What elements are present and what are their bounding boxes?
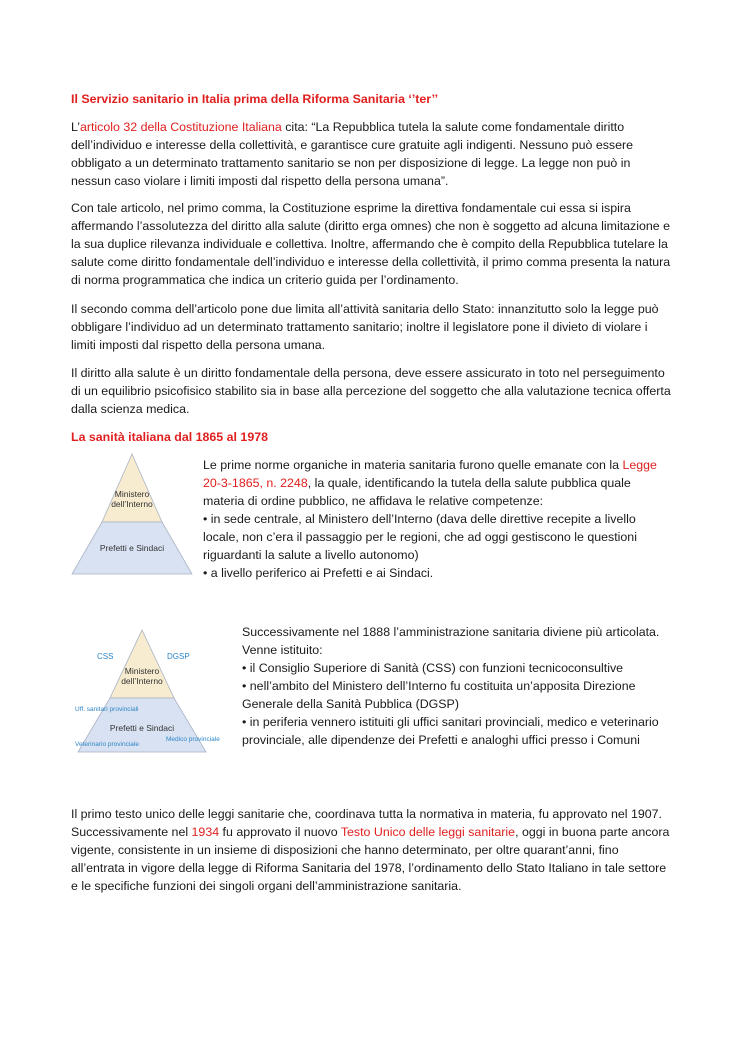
section-heading-intro: Il Servizio sanitario in Italia prima della Riforma Sanitaria ‘’ter’’ [71,92,439,106]
bullet-peripheral: • a livello periferico ai Prefetti e ai Sindaci. [203,566,434,580]
pyramid-diagram-1888 [71,622,231,758]
paragraph-right-to-health: Il diritto alla salute è un diritto fondamentale della persona, deve essere assicurato in toto nel perseguimento di un equilibrio psicofisico stabilito sia in base alla percezione del soggetto che alla valutazione tecnica offerta dalla scienza medica. [71,366,671,416]
css-label: CSS [97,652,114,661]
paragraph-law-1865 [203,456,673,582]
testo-unico-link[interactable]: Testo Unico delle leggi sanitarie [340,825,516,839]
paragraph-testo-unico [71,805,675,895]
text: , la quale, identificando la tutela della salute pubblica quale materia di ordine pubblico, ne affidava le relative competenze: [203,476,631,508]
text: , oggi in buona parte ancora vigente, consistente in un insieme di disposizioni che hanno determinato, per oltre quarant’anni, fino all’entrata in vigore della legge di Riforma Sanitaria del 1978, l’ordinamento dello Stato Italiano in tale settore e le specifiche funzioni dei singoli organi dell’amministrazione sanitaria. [71,825,670,893]
pyramid-top-label-line2: dell’Interno [121,676,163,686]
year-1934: 1934 [191,825,220,839]
text: cita: “La Repubblica tutela la salute come fondamentale diritto dell’individuo e interesse della collettività, e garantisce cure gratuite agli indigenti. Nessuno può essere obbligato a un determinato trattamento sanitario se non per disposizione di legge. La legge non può in nessun caso violare i limiti imposti dal rispetto della persona umana”. [71,120,634,188]
veterinario-provinciale-label: Veterinario provinciale [75,741,139,748]
pyramid-top-level [110,630,174,698]
text: fu approvato il nuovo [219,825,341,839]
uff-sanitari-label: Uff. sanitari provinciali [75,706,139,713]
pyramid-diagram-1865 [70,452,194,578]
law-1865-link[interactable]: Legge 20-3-1865, n. 2248 [203,458,657,490]
article-32-link[interactable]: articolo 32 della Costituzione Italiana [79,120,282,134]
pyramid-top-label-line2: dell’Interno [111,499,153,509]
pyramid-bottom-label: Prefetti e Sindaci [99,543,165,553]
paragraph-second-comma: Il secondo comma dell’articolo pone due limita all’attività sanitaria dello Stato: innanzitutto solo la legge può obbligare l’individuo ad un determinato trattamento sanitario; inoltre il legislatore pone il divieto di violare i limiti imposti dal rispetto della persona umana. [71,302,659,352]
bullet-periphery: • in periferia vennero istituiti gli uffici sanitari provinciali, medico e veterinario provinciale, alle dipendenze dei Prefetti e analoghi uffici presso i Comuni [242,715,659,747]
text: Successivamente nel 1888 l’amministrazione sanitaria diviene più articolata. Venne istituito: [242,625,660,657]
text: L’ [71,120,80,134]
bullet-dgsp: • nell’ambito del Ministero dell’Interno fu costituita un’apposita Direzione Generale della Sanità Pubblica (DGSP) [242,679,636,711]
bullet-central: • in sede centrale, al Ministero dell’Interno (dava delle direttive recepite a livello locale, non c’era il passaggio per le regioni, che ad oggi gestiscono le questioni riguardanti la salute a livello autonomo) [203,512,637,562]
medico-provinciale-label: Medico provinciale [166,736,220,743]
pyramid-top-level [102,454,162,522]
paragraph-1888 [242,623,677,749]
pyramid-top-label-line1: Ministero [114,489,150,499]
pyramid-top-label-line1: Ministero [124,666,160,676]
section-heading-1865-1978: La sanità italiana dal 1865 al 1978 [71,430,268,444]
pyramid-bottom-label: Prefetti e Sindaci [109,723,175,733]
text: Le prime norme organiche in materia sanitaria furono quelle emanate con la [203,458,623,472]
paragraph-first-comma: Con tale articolo, nel primo comma, la Costituzione esprime la direttiva fondamentale cui essa si ispira affermando l’assolutezza del diritto alla salute (diritto erga omnes) che non è soggetto ad alcuna limitazione e la sua duplice rilevanza individuale e collettiva. Inoltre, affermando che è compito della Repubblica tutelare la salute come diritto fondamentale dell’individuo e interesse della collettività, il primo comma presenta la natura di norma programmatica che indica un criterio guida per l’ordinamento. [71,201,671,287]
dgsp-label: DGSP [167,652,190,661]
paragraph-article-32 [71,118,673,190]
bullet-css: • il Consiglio Superiore di Sanità (CSS) con funzioni tecnicoconsultive [242,661,624,675]
text: Il primo testo unico delle leggi sanitarie che, coordinava tutta la normativa in materia, fu approvato nel 1907. Successivamente nel [71,807,662,839]
